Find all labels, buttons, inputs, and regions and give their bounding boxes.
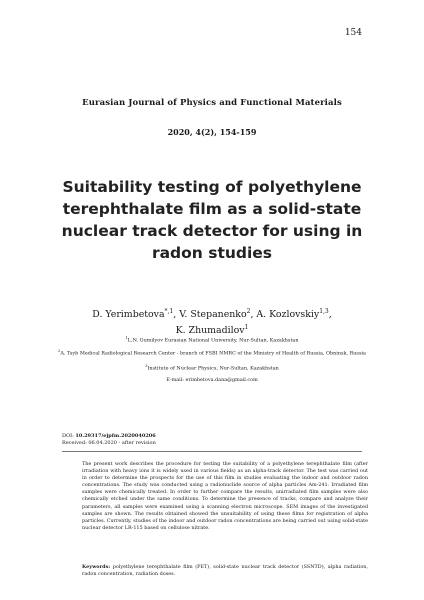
received-date: Received: 06.04.2020 - after revision	[62, 440, 156, 446]
author-name: , V. Stepanenko	[173, 309, 247, 321]
author-affiliation-mark: 1	[244, 324, 249, 332]
doi-block	[62, 433, 156, 447]
paper-title: Suitability testing of polyethylene terephthalate film as a solid-state nuclear track detector for using in radon studies	[61, 178, 363, 262]
affiliation-text: L.N. Gumilyov Eurasian National University, Nur-Sultan, Kazakhstan	[127, 337, 299, 344]
author-affiliation-mark: 2	[246, 308, 251, 315]
keywords-block	[82, 564, 368, 578]
author-name: K. Zhumadilov	[175, 325, 245, 337]
author-name: D. Yerimbetova	[92, 309, 165, 321]
divider	[62, 451, 362, 452]
affiliation-text: Institute of Nuclear Physics, Nur-Sultan, Kazakhstan	[147, 365, 279, 372]
abstract-text: The present work describes the procedure for testing the suitability of a polyethylene terephthalate film (after irradiation with heavy ions it is widely used in various fields) as an alpha-track detector. The test was carried out in order to determine the prospects for the use of this film in studies evaluating the indoor and outdoor radon concentrations. The study was conducted using a radionuclide source of alpha particles Am-241. Irradiated film samples were chemically treated. In order to further compare the results, unirradiated film samples were also chemically etched under the same conditions. To determine the presence of tracks, compare and analyze their parameters, all samples were examined using a scanning electron microscope. SEM images of the investigated samples are shown. The results obtained showed the unsuitability of using these films for registration of alpha particles. Currently, studies of the indoor and outdoor radon concentrations are being carried out using solid-state nuclear detector LR-115 based on cellulose nitrate.	[82, 461, 368, 531]
author-email[interactable]: E-mail: erimbetova.dana@gmail.com	[166, 377, 258, 383]
affiliation-mark: 3	[145, 364, 148, 368]
affiliation-1	[20, 335, 404, 345]
author-affiliation-mark: 1,3	[319, 308, 329, 315]
journal-name: Eurasian Journal of Physics and Functional Materials	[82, 98, 342, 108]
affiliation-mark: 2	[58, 349, 61, 353]
doi-label: DOI:	[62, 433, 74, 439]
affiliation-2	[20, 348, 404, 358]
citation: 2020, 4(2), 154-159	[167, 127, 257, 137]
keywords-text: polyethylene terephthalate film (PET), solid-state nuclear track detector (SSNTD), alpha radiation, radon concentration, radiation doses.	[82, 564, 368, 578]
author-list	[58, 305, 366, 337]
author-separator: ,	[328, 309, 332, 321]
affiliation-mark: 1	[125, 336, 128, 340]
keywords-label: Keywords:	[82, 564, 111, 570]
author-name: , A. Kozlovskiy	[250, 309, 320, 321]
author-affiliation-mark: *,1	[164, 308, 174, 315]
doi-value[interactable]: 10.29317/ejpfm.2020040206	[75, 433, 156, 439]
affiliation-text: A. Tsyb Medical Radiological Research Center - branch of FSBI NMRC of the Ministry of Health of Russia, Obninsk, Russia	[60, 350, 366, 357]
affiliation-3	[20, 363, 404, 373]
page-number: 154	[344, 28, 362, 38]
